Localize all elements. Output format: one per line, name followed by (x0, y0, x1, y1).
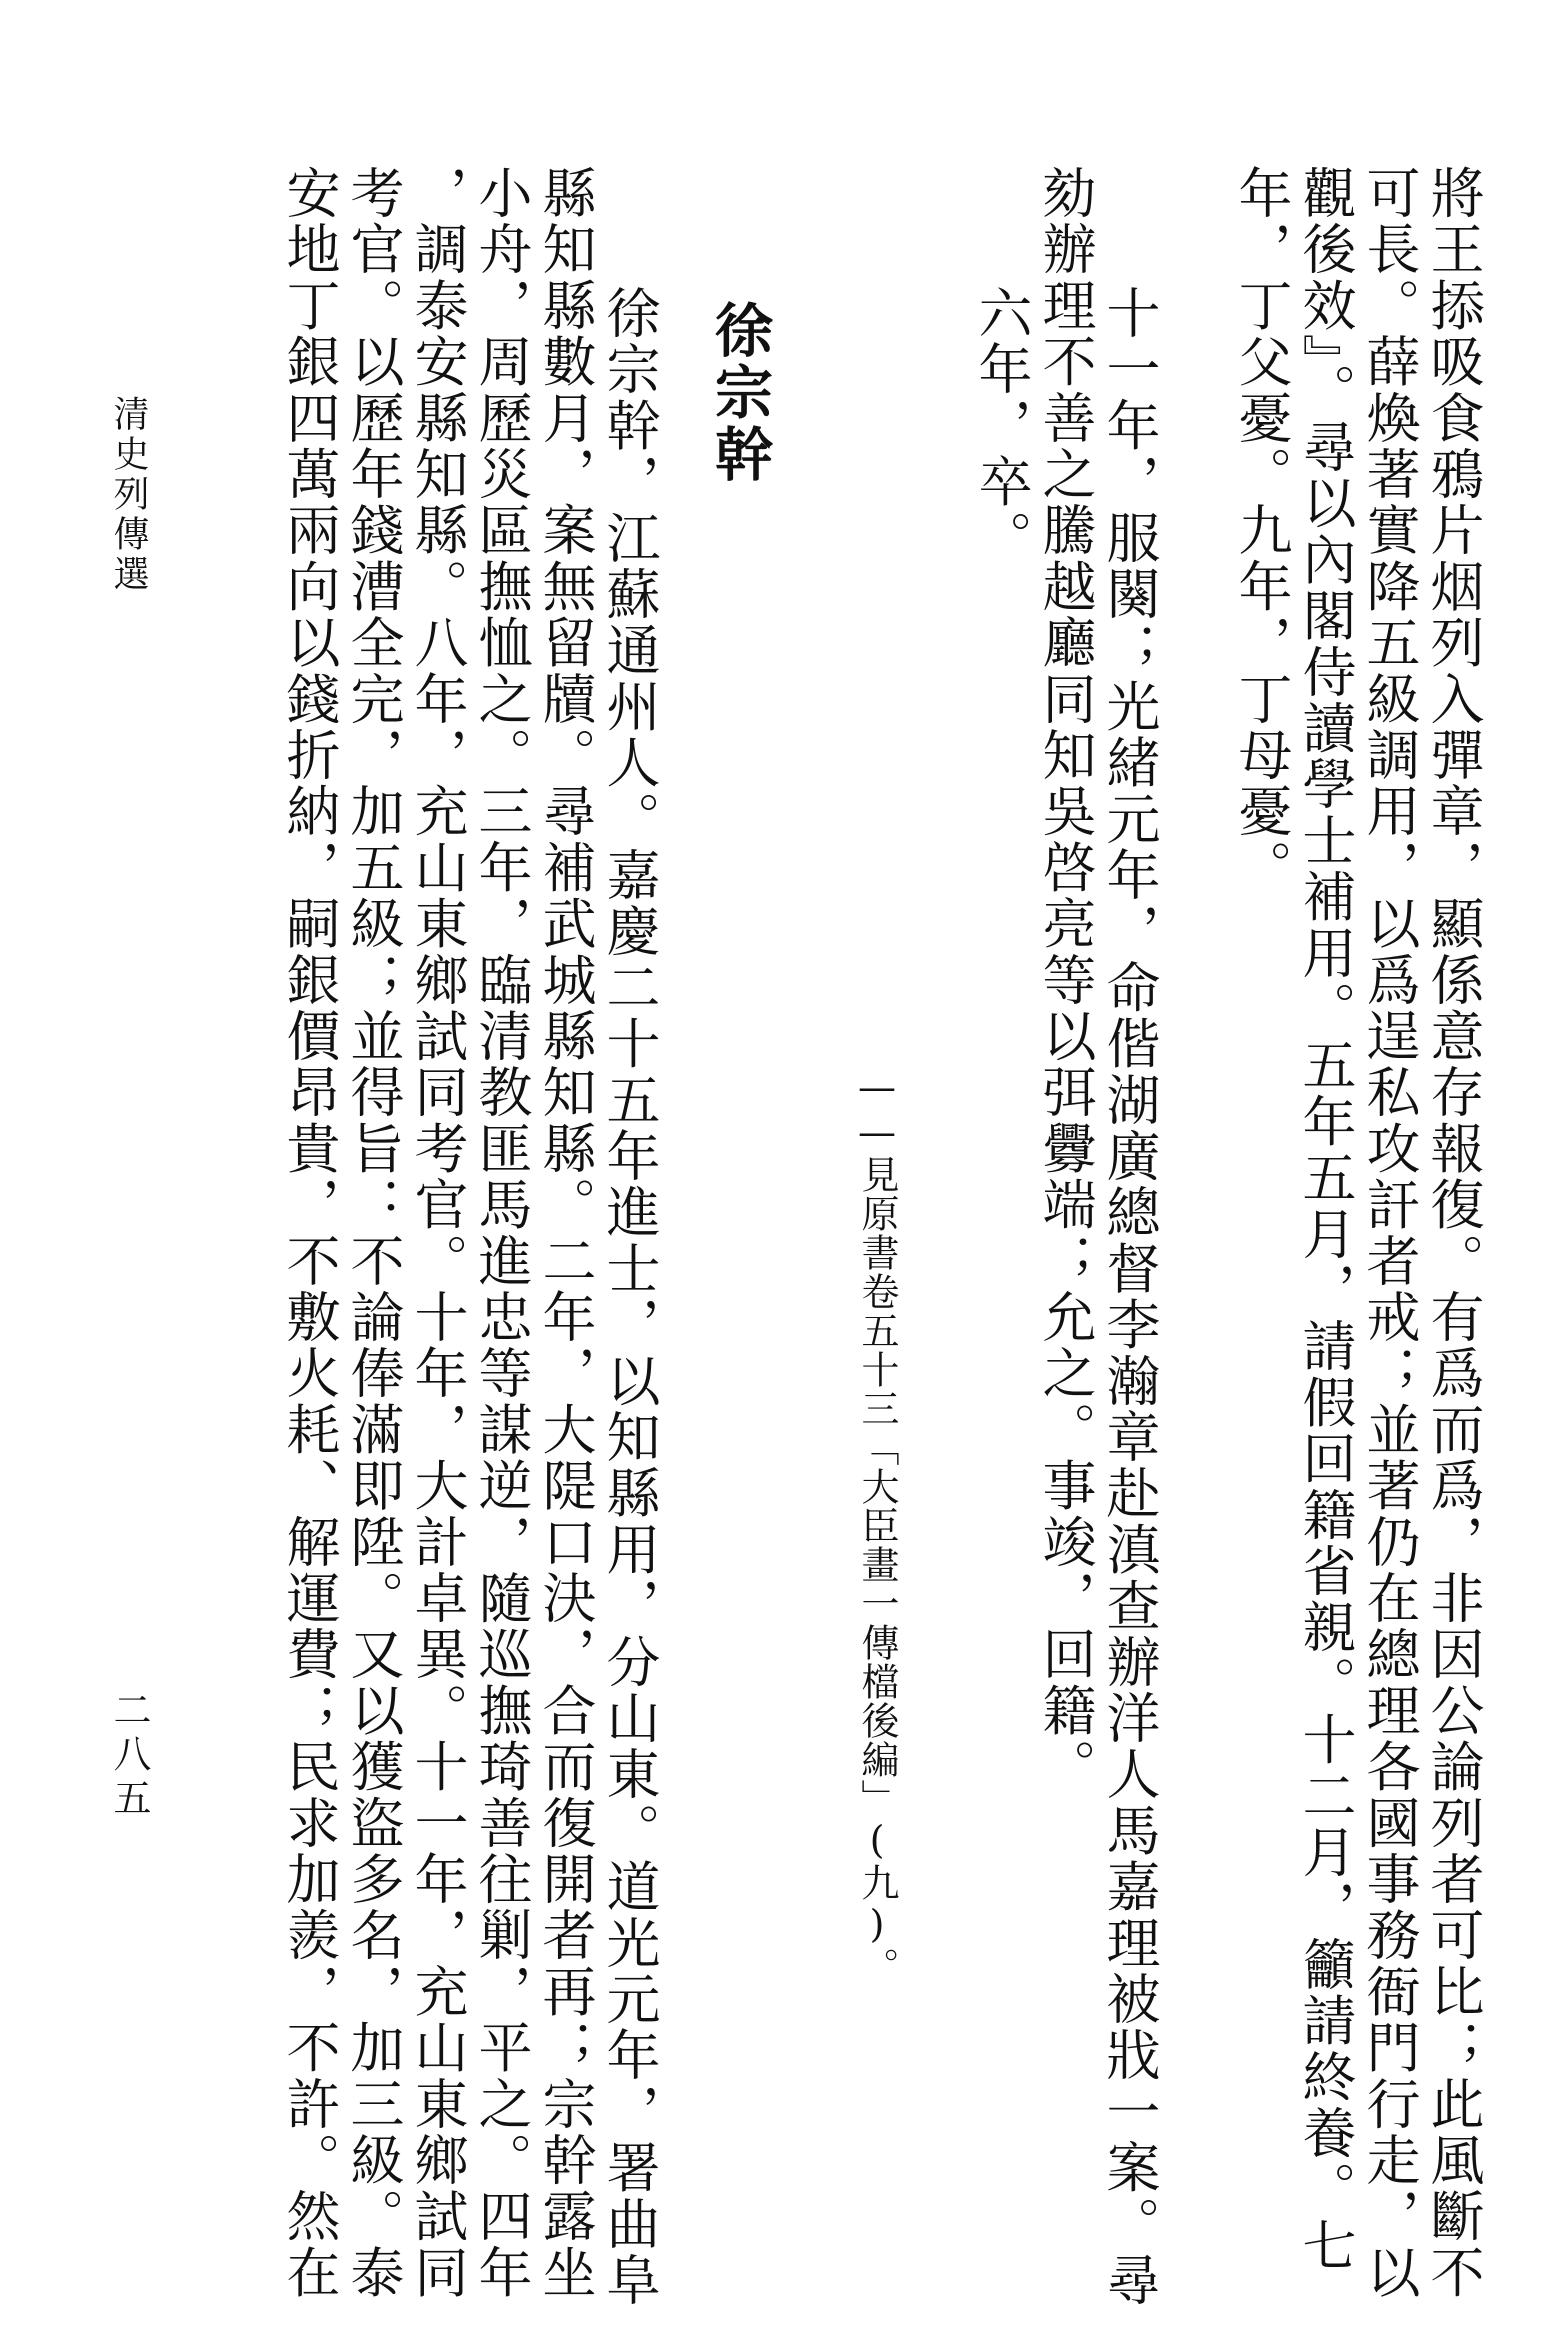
prev-bio-line-1: 將王掭吸食鴉片烟列入彈章，顯係意存報復。有爲而爲，非因公論列者可比；此風斷不 (1422, 165, 1485, 2301)
bio-line-3: 小舟，周歷災區撫恤之。三年，臨清教匪馬進忠等謀逆，隨巡撫琦善往剿，平之。四年 (470, 165, 533, 2301)
prev-bio-line-6: 劾辦理不善之騰越廳同知吳啓亮等以弭釁端；允之。事竣，回籍。 (1034, 165, 1097, 1795)
bio-line-4: ，調泰安縣知縣。八年，充山東鄉試同考官。十年，大計卓異。十一年，充山東鄉試同 (406, 165, 469, 2301)
prev-bio-line-7: 六年，卒。 (970, 285, 1033, 566)
prev-bio-line-2: 可長。薛煥著實降五級調用，以爲逞私攻訐者戒；並著仍在總理各國事務衙門行走，以 (1358, 165, 1421, 2301)
source-citation: ——見原書卷五十三「大臣畫一傳檔後編」(九)。 (855, 1065, 899, 1986)
page-number: 二八五 (107, 1690, 151, 1822)
running-head: 清史列傳選 (108, 395, 149, 595)
prev-bio-line-4: 年，丁父憂。九年，丁母憂。 (1230, 165, 1293, 896)
bio-line-6: 安地丁銀四萬兩向以錢折納，嗣銀價昂貴，不敷火耗、解運費；民求加羨，不許。然在 (278, 165, 341, 2301)
prev-bio-line-3: 觀後效』。尋以內閣侍讀學士補用。五年五月，請假回籍省親。十二月，籲請終養。七 (1294, 165, 1357, 2274)
bio-line-1: 徐宗幹，江蘇通州人。嘉慶二十五年進士，以知縣用，分山東。道光元年，署曲阜 (598, 285, 661, 2309)
bio-line-5: 考官。以歷年錢漕全完，加五級；並得旨：不論俸滿即陞。又以獲盜多名，加三級。泰 (342, 165, 405, 2301)
bio-line-2: 縣知縣數月，案無留牘。尋補武城縣知縣。二年，大隄口決，合而復開者再；宗幹露坐 (534, 165, 597, 2301)
bio-title: 徐宗幹 (705, 300, 773, 486)
prev-bio-line-5: 十一年，服闋；光緒元年，命偕湖廣總督李瀚章赴滇查辦洋人馬嘉理被戕一案。尋 (1098, 285, 1161, 2309)
